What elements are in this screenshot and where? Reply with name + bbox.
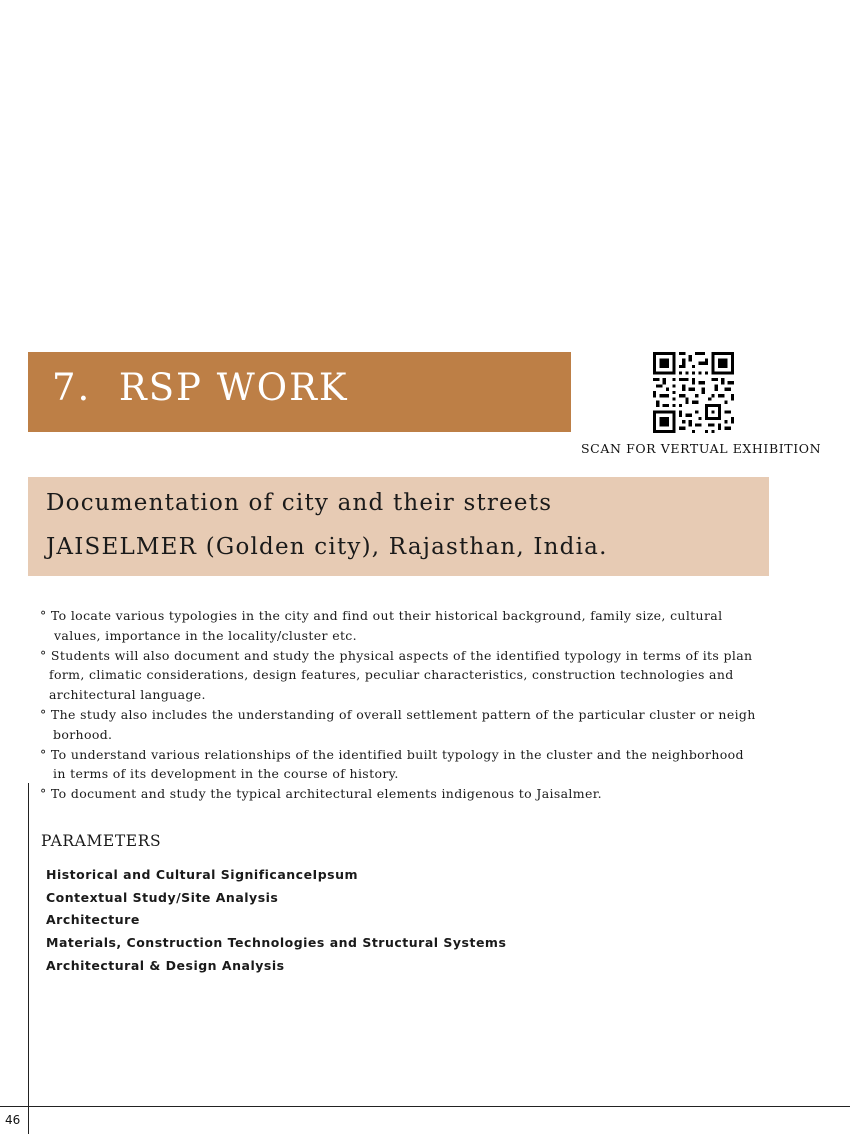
objective-2-line-1: ° Students will also document and study the physical aspects of the identified typology in terms of its plan xyxy=(40,647,753,663)
section-title-text: RSP WORK xyxy=(118,366,349,409)
objective-2-line-2: form, climatic considerations, design features, peculiar characteristics, construction technologies and xyxy=(49,667,734,683)
objective-1-line-1: ° To locate various typologies in the city and find out their historical background, family size, cultural xyxy=(40,608,723,623)
parameters-list xyxy=(46,864,506,978)
parameter-item: Historical and Cultural SignificanceIpsum xyxy=(46,867,359,882)
qr-code-icon[interactable] xyxy=(653,352,734,433)
page-number: 46 xyxy=(5,1113,21,1127)
objective-4-line-2: in terms of its development in the course of history. xyxy=(53,766,399,782)
objective-4-line-1: ° To understand various relationships of the identified built typology in the cluster and the neighborhood xyxy=(40,746,744,762)
objective-1-line-2: values, importance in the locality/cluster etc. xyxy=(54,627,357,643)
left-margin-rule xyxy=(28,783,29,1134)
section-number: 7. xyxy=(52,366,92,409)
parameter-item: Contextual Study/Site Analysis xyxy=(46,889,279,905)
subtitle-line-1: Documentation of city and their streets xyxy=(46,490,553,516)
objective-5-line-1: ° To document and study the typical architectural elements indigenous to Jaisalmer. xyxy=(40,786,602,802)
objective-3-line-2: borhood. xyxy=(53,726,113,742)
section-title xyxy=(52,366,349,409)
objectives-list xyxy=(40,606,780,804)
footer-rule xyxy=(0,1106,850,1107)
parameter-item: Materials, Construction Technologies and Structural Systems xyxy=(46,935,507,951)
parameters-heading: PARAMETERS xyxy=(41,832,162,850)
objective-2-line-3: architectural language. xyxy=(49,687,206,703)
parameter-item: Architecture xyxy=(46,912,140,928)
qr-caption: SCAN FOR VERTUAL EXHIBITION xyxy=(581,441,822,456)
parameter-item: Architectural & Design Analysis xyxy=(46,957,285,973)
subtitle-line-2: JAISELMER (Golden city), Rajasthan, India. xyxy=(46,534,608,560)
objective-3-line-1: ° The study also includes the understanding of overall settlement pattern of the particular cluster or neigh xyxy=(40,706,756,722)
